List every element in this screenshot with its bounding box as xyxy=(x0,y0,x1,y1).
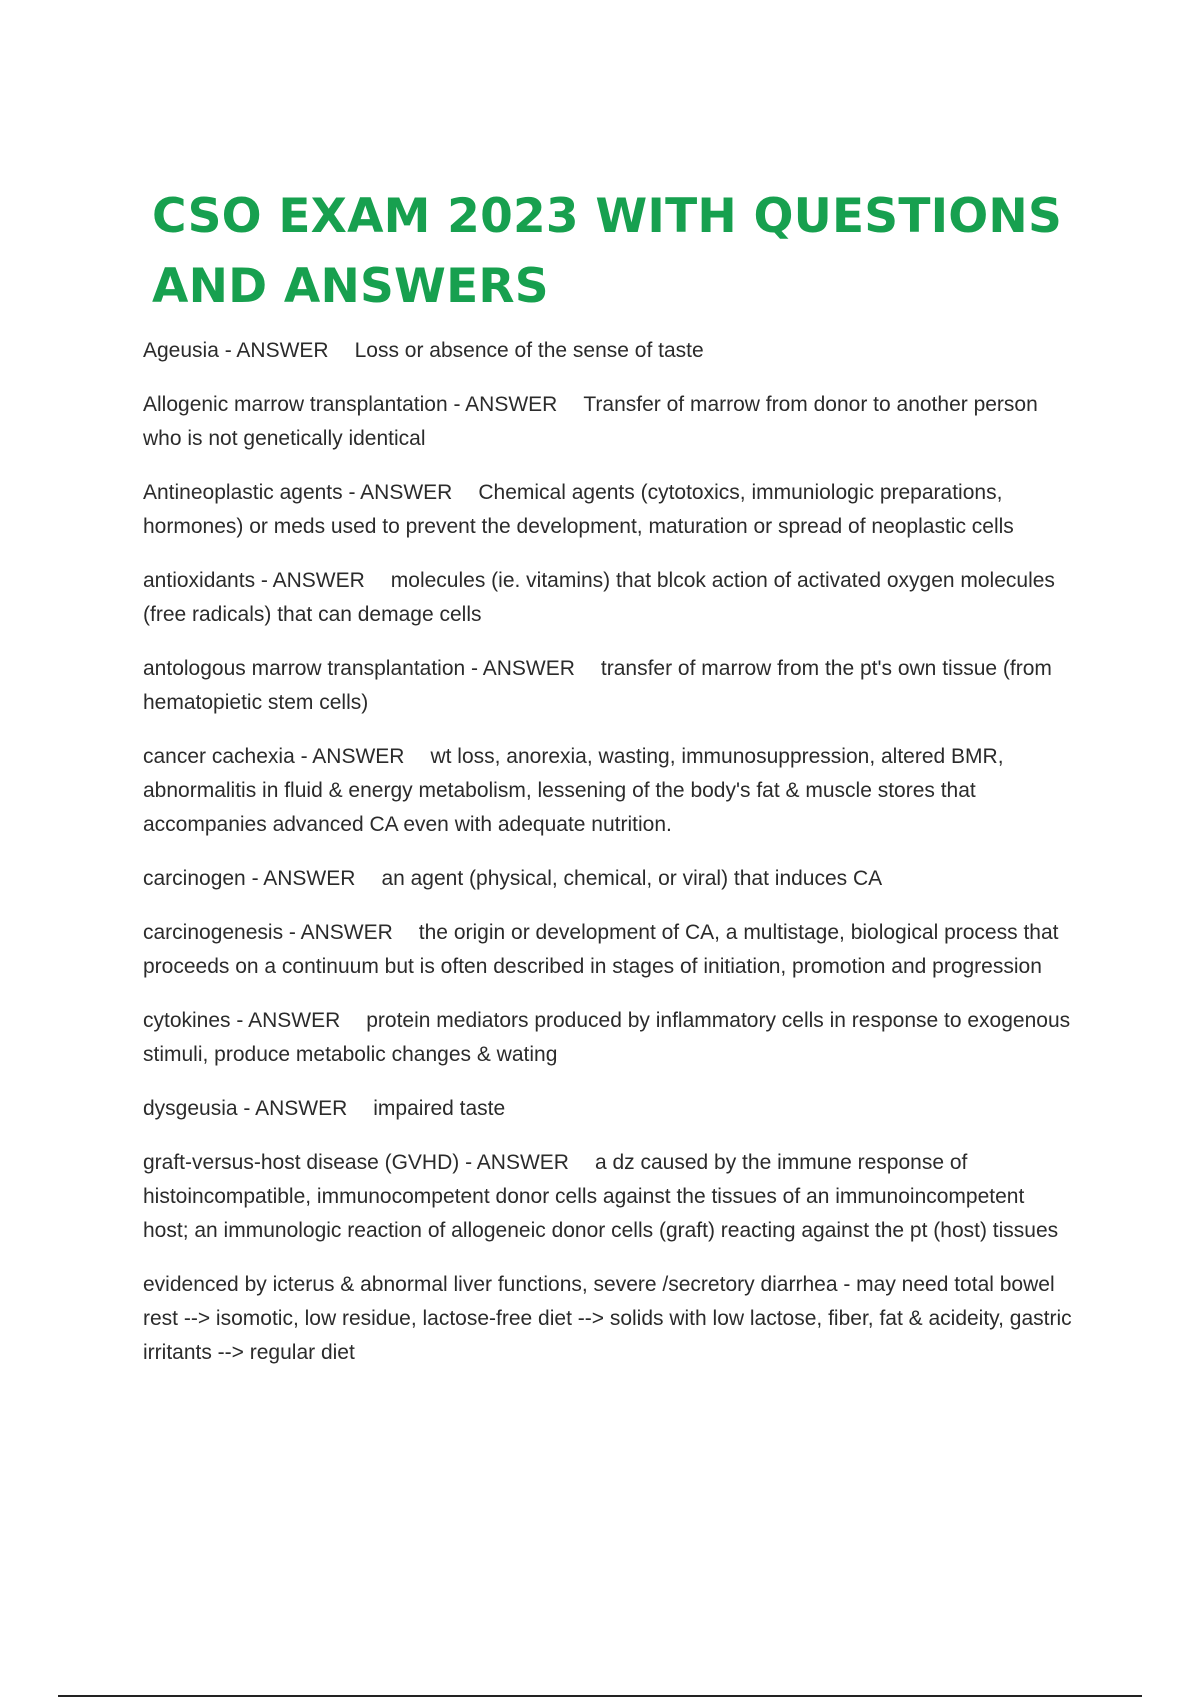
entry-antineoplastic-agents: Antineoplastic agents - ANSWER Chemical agents (cytotoxics, immuniologic preparations, hormones) or meds used to prevent the development, maturation or spread of neoplastic cells xyxy=(143,481,1014,538)
entry-carcinogenesis: carcinogenesis - ANSWER the origin or development of CA, a multistage, biological process that proceeds on a continuum but is often described in stages of initiation, promotion and progression xyxy=(143,921,1059,978)
entry-definition: an agent (physical, chemical, or viral) that induces CA xyxy=(381,867,883,890)
entry-definition: protein mediators produced by inflammatory cells in response to exogenous stimuli, produce metabolic changes & wating xyxy=(143,1009,1071,1066)
answer-label: ANSWER xyxy=(248,1009,341,1032)
entry-definition: molecules (ie. vitamins) that blcok action of activated oxygen molecules (free radicals) that can demage cells xyxy=(143,569,1055,626)
entry-definition: transfer of marrow from the pt's own tissue (from hematopietic stem cells) xyxy=(143,657,1052,714)
answer-label: ANSWER xyxy=(312,745,405,768)
answer-label: ANSWER xyxy=(255,1097,348,1120)
entry-gvhd: graft-versus-host disease (GVHD) - ANSWER a dz caused by the immune response of histoincompatible, immunocompetent donor cells against the tissues of an immunoincompetent host; an immunologic reaction of allogeneic donor cells (graft) reacting against the pt (host) tissues xyxy=(143,1151,1059,1242)
entry-definition: wt loss, anorexia, wasting, immunosuppression, altered BMR, abnormalitis in fluid & energy metabolism, lessening of the body's fat & muscle stores that accompanies advanced CA even with adequate nutrition. xyxy=(143,745,1004,836)
answer-label: ANSWER xyxy=(236,339,329,362)
answer-label: ANSWER xyxy=(360,481,453,504)
entry-allogenic-marrow: Allogenic marrow transplantation - ANSWER Transfer of marrow from donor to another person who is not genetically identical xyxy=(143,393,1038,450)
entry-dysgeusia: dysgeusia - ANSWER impaired taste xyxy=(143,1097,506,1120)
entry-carcinogen: carcinogen - ANSWER an agent (physical, chemical, or viral) that induces CA xyxy=(143,867,883,890)
entry-term: Ageusia xyxy=(143,339,219,362)
answer-label: ANSWER xyxy=(272,569,365,592)
document-title: CSO EXAM 2023 WITH QUESTIONS AND ANSWERS xyxy=(152,189,1063,314)
entry-definition: Chemical agents (cytotoxics, immuniologic preparations, hormones) or meds used to prevent the development, maturation or spread of neoplastic cells xyxy=(143,481,1014,538)
entry-definition: Transfer of marrow from donor to another person who is not genetically identical xyxy=(143,393,1038,450)
answer-label: ANSWER xyxy=(476,1151,569,1174)
entry-definition: the origin or development of CA, a multistage, biological process that proceeds on a continuum but is often described in stages of initiation, promotion and progression xyxy=(143,921,1059,978)
entry-continuation-text: evidenced by icterus & abnormal liver functions, severe /secretory diarrhea - may need total bowel rest --> isomotic, low residue, lactose-free diet --> solids with low lactose, fiber, fat & acideity, gastric irritants --> regular diet xyxy=(143,1273,1072,1364)
footer-divider xyxy=(58,1695,1142,1697)
answer-label: ANSWER xyxy=(465,393,558,416)
answer-label: ANSWER xyxy=(482,657,575,680)
entry-antioxidants: antioxidants - ANSWER molecules (ie. vitamins) that blcok action of activated oxygen molecules (free radicals) that can demage cells xyxy=(143,569,1055,626)
entry-term: Antineoplastic agents xyxy=(143,481,343,504)
entry-definition: a dz caused by the immune response of histoincompatible, immunocompetent donor cells against the tissues of an immunoincompetent host; an immunologic reaction of allogeneic donor cells (graft) reacting against the pt (host) tissues xyxy=(143,1151,1059,1242)
entry-term: dysgeusia xyxy=(143,1097,238,1120)
entry-definition: Loss or absence of the sense of taste xyxy=(354,339,704,362)
entry-ageusia: Ageusia - ANSWER Loss or absence of the sense of taste xyxy=(143,339,704,362)
entry-term: carcinogen xyxy=(143,867,246,890)
entry-cancer-cachexia: cancer cachexia - ANSWER wt loss, anorexia, wasting, immunosuppression, altered BMR, abnormalitis in fluid & energy metabolism, lessening of the body's fat & muscle stores that accompanies advanced CA even with adequate nutrition. xyxy=(143,745,1004,836)
entry-list xyxy=(143,334,1073,1390)
answer-label: ANSWER xyxy=(263,867,356,890)
entry-term: graft-versus-host disease (GVHD) xyxy=(143,1151,460,1174)
entry-definition: impaired taste xyxy=(373,1097,506,1120)
entry-cytokines: cytokines - ANSWER protein mediators produced by inflammatory cells in response to exogenous stimuli, produce metabolic changes & wating xyxy=(143,1009,1071,1066)
entry-term: carcinogenesis xyxy=(143,921,284,944)
entry-term: cancer cachexia xyxy=(143,745,295,768)
entry-term: antologous marrow transplantation xyxy=(143,657,466,680)
entry-term: antioxidants xyxy=(143,569,256,592)
entry-term: cytokines xyxy=(143,1009,231,1032)
entry-antologous-marrow: antologous marrow transplantation - ANSWER transfer of marrow from the pt's own tissue (from hematopietic stem cells) xyxy=(143,657,1052,714)
entry-term: Allogenic marrow transplantation xyxy=(143,393,448,416)
answer-label: ANSWER xyxy=(300,921,393,944)
